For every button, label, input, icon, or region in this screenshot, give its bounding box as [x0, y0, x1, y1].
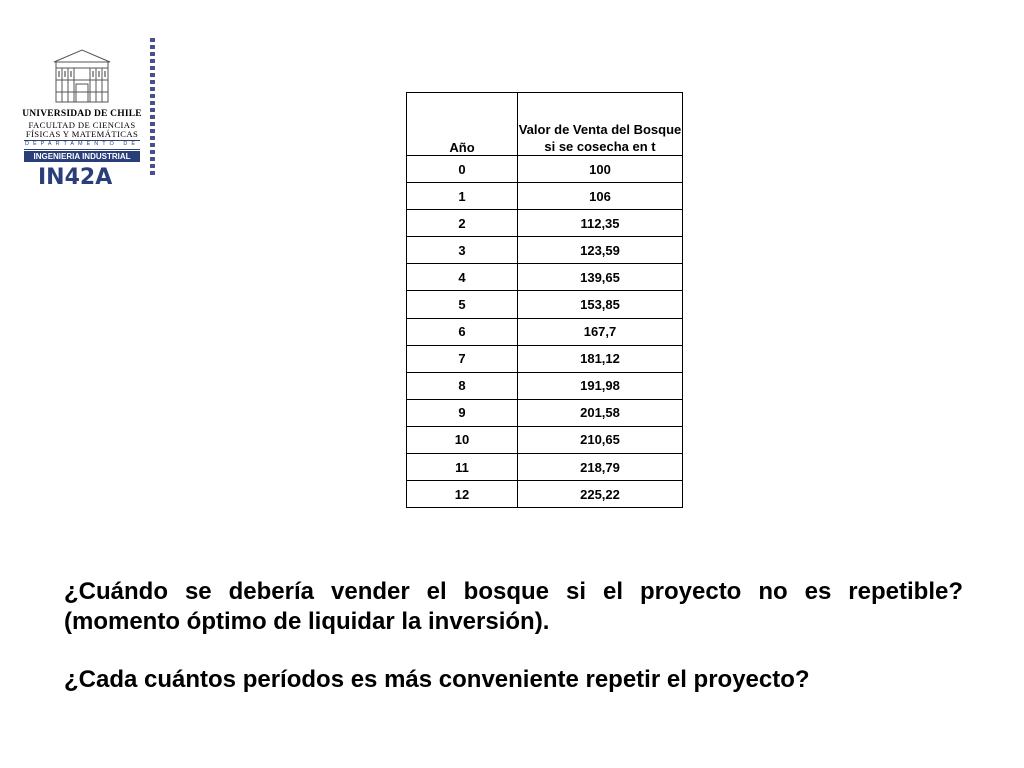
year-cell: 3	[407, 237, 518, 264]
value-cell: 112,35	[518, 210, 683, 237]
table-row	[407, 454, 683, 481]
course-code: IN42A	[38, 165, 113, 190]
year-cell: 9	[407, 399, 518, 426]
year-cell: 7	[407, 345, 518, 372]
sale-value-table	[406, 92, 683, 508]
table-row	[407, 210, 683, 237]
faculty-line-1: FACULTAD DE CIENCIAS	[28, 120, 136, 130]
table-row	[407, 183, 683, 210]
question-1: ¿Cuándo se debería vender el bosque si el proyecto no es repetible? (momento óptimo de liquidar la inversión).	[64, 578, 963, 635]
divider	[24, 149, 140, 150]
table-row	[407, 237, 683, 264]
year-cell: 2	[407, 210, 518, 237]
faculty-line-2: FÍSICAS Y MATEMÁTICAS	[25, 129, 139, 139]
year-cell: 10	[407, 426, 518, 453]
department-name: INGENIERIA INDUSTRIAL	[24, 151, 140, 162]
building-icon	[52, 48, 112, 104]
table-row	[407, 264, 683, 291]
year-cell: 6	[407, 318, 518, 345]
table-row	[407, 291, 683, 318]
year-cell: 4	[407, 264, 518, 291]
year-cell: 12	[407, 481, 518, 508]
year-cell: 0	[407, 156, 518, 183]
value-cell: 191,98	[518, 372, 683, 399]
table-row	[407, 426, 683, 453]
table-row	[407, 481, 683, 508]
year-cell: 8	[407, 372, 518, 399]
table-row	[407, 345, 683, 372]
year-cell: 11	[407, 454, 518, 481]
value-cell: 225,22	[518, 481, 683, 508]
value-cell: 218,79	[518, 454, 683, 481]
value-cell: 100	[518, 156, 683, 183]
value-cell: 210,65	[518, 426, 683, 453]
table-row	[407, 399, 683, 426]
table-row	[407, 372, 683, 399]
value-cell: 123,59	[518, 237, 683, 264]
value-cell: 153,85	[518, 291, 683, 318]
table-row	[407, 156, 683, 183]
column-header-value: Valor de Venta del Bosque si se cosecha en t	[518, 93, 683, 156]
year-cell: 5	[407, 291, 518, 318]
column-header-year: Año	[407, 93, 518, 156]
department-label: DEPARTAMENTO DE	[25, 141, 139, 147]
value-cell: 181,12	[518, 345, 683, 372]
university-name: UNIVERSIDAD DE CHILE	[22, 109, 142, 119]
dotted-separator	[150, 38, 155, 178]
table-header-row	[407, 93, 683, 156]
table-row	[407, 318, 683, 345]
value-cell: 167,7	[518, 318, 683, 345]
value-cell: 139,65	[518, 264, 683, 291]
year-cell: 1	[407, 183, 518, 210]
question-2: ¿Cada cuántos períodos es más conveniente repetir el proyecto?	[64, 666, 810, 693]
value-cell: 106	[518, 183, 683, 210]
value-cell: 201,58	[518, 399, 683, 426]
